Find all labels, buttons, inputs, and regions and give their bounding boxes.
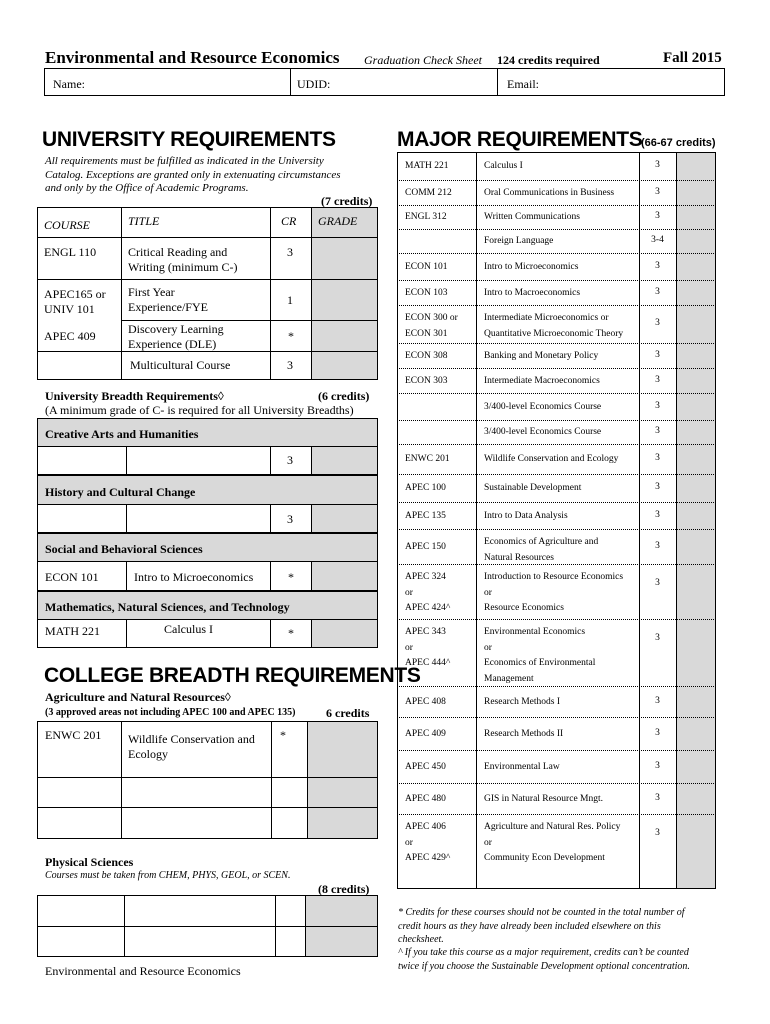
sheet-label: Graduation Check Sheet: [364, 53, 482, 67]
major-course-code: APEC 408: [405, 696, 446, 707]
table-row-cr: 3: [287, 245, 293, 259]
major-course-title: Intermediate Macroeconomics: [484, 375, 600, 386]
major-course-title: Intro to Microeconomics: [484, 261, 579, 272]
ag-title: Agriculture and Natural Resources◊: [45, 690, 231, 704]
major-course-title: Introduction to Resource Economics or Resource Economics: [484, 572, 624, 613]
student-info-box: [44, 68, 725, 96]
table-row-title: First Year Experience/FYE: [128, 285, 208, 314]
program-title: Environmental and Resource Economics: [45, 48, 340, 67]
major-course-cr: 3: [655, 540, 660, 551]
university-note: All requirements must be fulfilled as indicated in the University Catalog. Exceptions are granted only in extenuating circumstances and only by the Office of Academic Programs.: [45, 155, 341, 194]
major-course-code: MATH 221: [405, 161, 449, 171]
major-course-cr: 3: [655, 260, 660, 271]
major-note-caret: ^ If you take this course as a major requirement, credits can’t be counted twice if you choose the Sustainable Development optional concentration.: [398, 947, 690, 972]
credits-required: 124 credits required: [497, 53, 600, 67]
major-course-cr: 3: [655, 760, 660, 771]
table-row-cr: *: [288, 329, 294, 343]
major-course-title: Environmental Economics or Economics of Environmental Management: [484, 627, 596, 684]
major-course-cr: 3: [655, 578, 660, 588]
phys-title: Physical Sciences: [45, 855, 134, 869]
section-label: Creative Arts and Humanities: [45, 427, 199, 441]
major-course-code: ECON 303: [405, 375, 448, 386]
major-course-code: ECON 308: [405, 350, 448, 361]
major-course-title: Agriculture and Natural Res. Policy or Community Econ Development: [484, 822, 621, 863]
mnst-cr: *: [288, 626, 294, 640]
major-course-title: Wildlife Conservation and Ecology: [484, 454, 619, 464]
major-course-title: GIS in Natural Resource Mngt.: [484, 793, 603, 804]
major-course-title: Research Methods I: [484, 696, 560, 707]
udid-field[interactable]: UDID:: [297, 77, 331, 91]
major-course-code: ENWC 201: [405, 454, 450, 464]
major-course-title: Intermediate Microeconomics or Quantitative Microeconomic Theory: [484, 313, 624, 339]
major-note-credits: * Credits for these courses should not be counted in the total number of credit hours as they have already been included elsewhere on this checksheet.: [398, 907, 685, 945]
cah-cr: 3: [287, 453, 293, 467]
major-course-code: ECON 101: [405, 261, 448, 272]
major-course-title: Oral Communications in Business: [484, 187, 615, 198]
col-grade: GRADE: [318, 214, 358, 228]
hcc-cr: 3: [287, 512, 293, 526]
major-course-title: Banking and Monetary Policy: [484, 350, 599, 361]
major-course-code: APEC 450: [405, 761, 446, 772]
table-row-title: Discovery Learning Experience (DLE): [128, 322, 224, 351]
university-requirements-title: UNIVERSITY REQUIREMENTS: [42, 128, 336, 151]
mnst-course: MATH 221: [45, 624, 101, 638]
major-course-cr: 3: [655, 792, 660, 803]
table-row-course: APEC165 or UNIV 101: [44, 287, 106, 316]
major-course-code: APEC 343 or APEC 444^: [405, 627, 451, 668]
major-course-code: APEC 100: [405, 483, 446, 493]
major-course-cr: 3: [655, 374, 660, 385]
name-field[interactable]: Name:: [53, 77, 85, 91]
major-credits: (66-67 credits): [641, 137, 716, 149]
major-course-title: Research Methods II: [484, 728, 564, 739]
major-course-title: Environmental Law: [484, 761, 560, 772]
major-course-code: APEC 480: [405, 793, 446, 804]
major-course-cr: 3: [655, 186, 660, 197]
major-course-code: APEC 135: [405, 510, 446, 521]
major-course-code: APEC 150: [405, 541, 446, 552]
major-course-title: Calculus I: [484, 161, 523, 171]
major-course-title: Intro to Macroeconomics: [484, 287, 581, 298]
major-course-code: APEC 406 or APEC 429^: [405, 822, 451, 863]
major-course-cr: 3: [655, 633, 660, 643]
sbs-cr: *: [288, 570, 294, 584]
col-cr: CR: [281, 214, 297, 228]
major-course-code: ENGL 312: [405, 212, 447, 222]
major-course-cr: 3-4: [651, 235, 664, 245]
ag-course: ENWC 201: [45, 728, 102, 742]
table-row-course: ENGL 110: [44, 245, 97, 259]
mnst-title: Calculus I: [164, 622, 213, 636]
major-course-cr: 3: [655, 160, 660, 170]
col-course: COURSE: [44, 218, 90, 232]
table-row-title: Multicultural Course: [130, 358, 231, 372]
term-label: Fall 2015: [663, 50, 722, 66]
major-course-title: Sustainable Development: [484, 483, 582, 493]
sbs-title: Intro to Microeconomics: [134, 570, 254, 584]
phys-credits: (8 credits): [318, 882, 370, 896]
ag-credits: 6 credits: [326, 706, 370, 720]
major-course-code: APEC 409: [405, 728, 446, 739]
ag-note: (3 approved areas not including APEC 100 and APEC 135): [45, 707, 296, 718]
major-course-cr: 3: [655, 828, 660, 838]
college-breadth-title: COLLEGE BREADTH REQUIREMENTS: [44, 664, 421, 687]
major-course-cr: 3: [655, 426, 660, 436]
major-course-cr: 3: [655, 695, 660, 706]
major-course-cr: 3: [655, 318, 660, 328]
major-course-title: Foreign Language: [484, 236, 554, 246]
ag-course-title: Wildlife Conservation and Ecology: [128, 732, 255, 761]
major-course-cr: 3: [655, 400, 660, 411]
table-row-cr: 3: [287, 358, 293, 372]
footer-text: Environmental and Resource Economics: [45, 964, 241, 978]
section-label: Mathematics, Natural Sciences, and Technology: [45, 600, 290, 614]
major-course-cr: 3: [655, 286, 660, 297]
ag-cr: *: [280, 728, 286, 742]
col-title: TITLE: [128, 214, 160, 228]
phys-note: Courses must be taken from CHEM, PHYS, GEOL, or SCEN.: [45, 870, 291, 881]
major-course-title: 3/400-level Economics Course: [484, 401, 602, 412]
major-course-code: ECON 300 or ECON 301: [405, 313, 458, 339]
major-course-title: Intro to Data Analysis: [484, 510, 568, 521]
major-course-cr: 3: [655, 727, 660, 738]
table-row-title: Critical Reading and Writing (minimum C-): [128, 245, 238, 274]
major-requirements-title: MAJOR REQUIREMENTS: [397, 128, 643, 151]
table-row-cr: 1: [287, 293, 293, 307]
major-course-title: 3/400-level Economics Course: [484, 427, 602, 437]
major-course-code: ECON 103: [405, 287, 448, 298]
major-course-code: APEC 324 or APEC 424^: [405, 572, 451, 613]
university-credits: (7 credits): [321, 194, 373, 208]
major-course-cr: 3: [655, 349, 660, 360]
major-course-cr: 3: [655, 211, 660, 221]
sbs-course: ECON 101: [45, 570, 99, 584]
major-course-cr: 3: [655, 509, 660, 520]
table-row-course: APEC 409: [44, 329, 96, 343]
major-course-cr: 3: [655, 482, 660, 492]
section-label: Social and Behavioral Sciences: [45, 542, 203, 556]
section-label: History and Cultural Change: [45, 485, 196, 499]
major-course-code: COMM 212: [405, 187, 452, 198]
email-field[interactable]: Email:: [507, 77, 539, 91]
major-course-title: Written Communications: [484, 212, 580, 222]
major-course-cr: 3: [655, 453, 660, 463]
breadth-credits: (6 credits): [318, 389, 370, 403]
breadth-title: University Breadth Requirements◊: [45, 389, 224, 403]
breadth-note: (A minimum grade of C- is required for all University Breadths): [45, 403, 354, 417]
major-course-title: Economics of Agriculture and Natural Resources: [484, 537, 599, 563]
